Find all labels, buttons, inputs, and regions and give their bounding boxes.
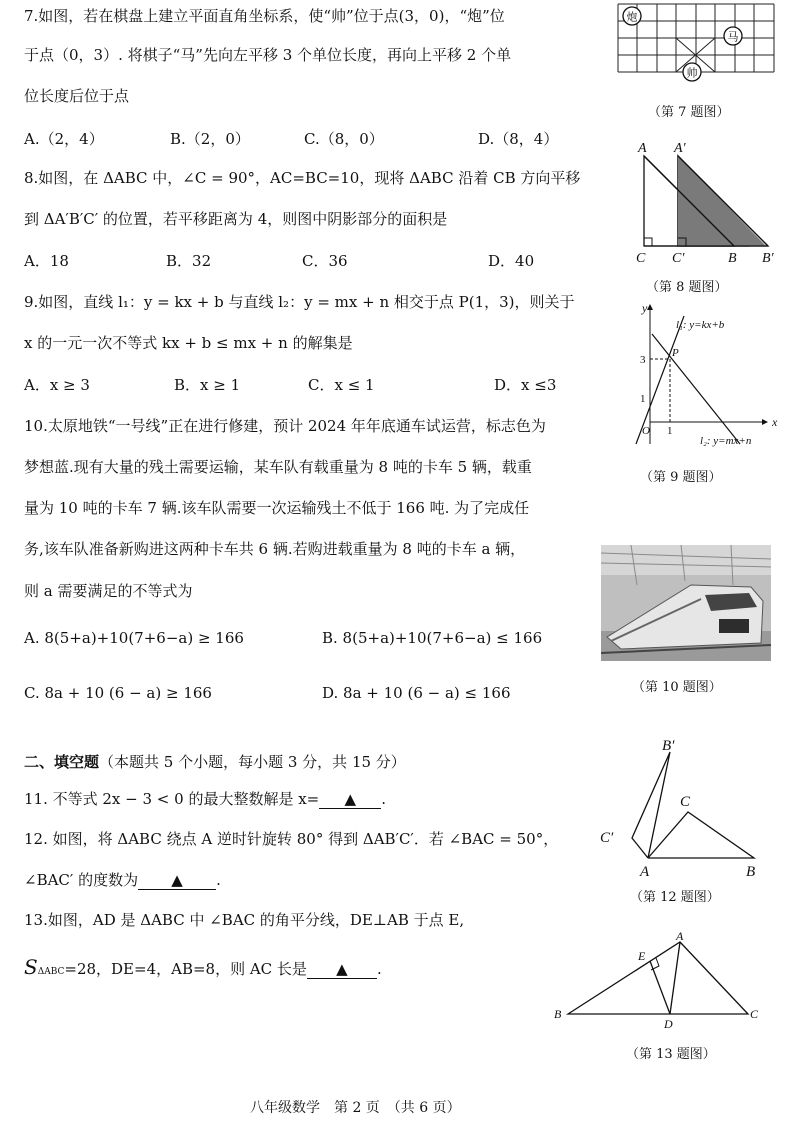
q12-label-a: A [640, 864, 650, 880]
q9-point-p: P [672, 347, 679, 359]
q9-line2: x 的一元一次不等式 kx + b ≤ mx + n 的解集是 [24, 334, 353, 352]
q9-tick-y3: 3 [640, 354, 646, 366]
q13-area-symbol: S [24, 955, 38, 979]
q13-text: =28，DE=4，AB=8，则 AC 长是 [64, 960, 307, 978]
q12-caption: （第 12 题图） [630, 890, 720, 905]
q7-ma-label: 马 [727, 31, 739, 44]
section-2-note: （本题共 5 个小题，每小题 3 分，共 15 分） [99, 753, 406, 771]
q8-line1: 8.如图，在 ΔABC 中，∠C = 90°，AC=BC=10，现将 ΔABC 沿着 CB 方向平移 [24, 169, 581, 187]
q7-option-a: A.（2，4） [24, 130, 104, 148]
q8-label-b: B [728, 251, 737, 266]
q8-option-a: A．18 [24, 252, 69, 270]
q12-label-c-prime: C′ [600, 830, 614, 846]
q8-label-a: A [638, 141, 647, 156]
q13-period: . [376, 960, 382, 978]
q12-rotation-figure [594, 734, 774, 882]
q8-label-b-prime: B′ [762, 251, 774, 266]
q10-line4: 务,该车队准备新购进这两种卡车共 6 辆.若购进载重量为 8 吨的卡车 a 辆， [24, 540, 526, 558]
q8-label-a-prime: A′ [674, 141, 686, 156]
q7-option-d: D.（8，4） [478, 130, 559, 148]
q7-caption: （第 7 题图） [648, 105, 730, 120]
q10-line1: 10.太原地铁“一号线”正在进行修建，预计 2024 年年底通车试运营，标志色为 [24, 417, 546, 435]
q13-label-a: A [676, 930, 684, 943]
q9-line-l1: l₁: y=kx+b [676, 319, 725, 331]
q8-label-c-prime: C′ [672, 251, 685, 266]
q10-option-c: C. 8a + 10 (6 − a) ≥ 166 [24, 684, 212, 702]
q10-option-d: D. 8a + 10 (6 − a) ≤ 166 [322, 684, 511, 702]
q12-line2 [24, 870, 221, 890]
q12-period: . [216, 871, 221, 889]
q13-area-subscript: ΔABC [37, 967, 65, 977]
q13-line2 [24, 957, 382, 982]
q7-chessboard-figure [612, 0, 784, 90]
q11-text: 11. 不等式 2x − 3 < 0 的最大整数解是 x= [24, 790, 320, 808]
q9-line-l2: l₂: y=mx+n [700, 435, 752, 447]
q11-answer-blank: ▲ [319, 790, 381, 809]
q9-line1: 9.如图，直线 l₁：y = kx + b 与直线 l₂：y = mx + n 相交于点 P(1，3)，则关于 [24, 293, 575, 311]
q13-bisector-figure [550, 930, 770, 1030]
q12-label-c: C [680, 794, 691, 810]
q7-option-b: B.（2，0） [170, 130, 250, 148]
q10-option-a: A. 8(5+a)+10(7+6−a) ≥ 166 [24, 629, 244, 647]
q13-line1: 13.如图，AD 是 ΔABC 中 ∠BAC 的角平分线，DE⊥AB 于点 E, [24, 911, 465, 929]
q12-text: ∠BAC′ 的度数为 [24, 871, 139, 889]
q8-line2: 到 ΔA′B′C′ 的位置，若平移距离为 4，则图中阴影部分的面积是 [24, 210, 448, 228]
q9-origin: O [642, 425, 650, 437]
q10-line3: 量为 10 吨的卡车 7 辆.该车队需要一次运输残土不低于 166 吨. 为了完成任 [24, 499, 530, 517]
q13-caption: （第 13 题图） [626, 1047, 716, 1062]
q8-label-c: C [636, 251, 646, 266]
q13-label-c: C [750, 1007, 759, 1021]
q9-tick-y1: 1 [640, 393, 646, 405]
q9-axis-x: x [772, 415, 778, 429]
q7-pao-label: 炮 [626, 11, 638, 24]
q9-axis-y: y [642, 301, 648, 315]
q13-label-b: B [554, 1007, 562, 1021]
q9-option-c: C．x ≤ 1 [308, 376, 375, 394]
q8-caption: （第 8 题图） [646, 280, 728, 295]
q8-option-d: D．40 [488, 252, 535, 270]
q10-caption: （第 10 题图） [632, 680, 722, 695]
q12-line1: 12. 如图，将 ΔABC 绕点 A 逆时针旋转 80° 得到 ΔAB′C′．若 ∠BAC = 50°， [24, 830, 559, 848]
section-2-title: 二、填空题 [24, 753, 100, 771]
q9-option-b: B．x ≥ 1 [174, 376, 241, 394]
q12-label-b: B [746, 864, 756, 880]
q10-option-b: B. 8(5+a)+10(7+6−a) ≤ 166 [322, 629, 543, 647]
q8-translation-figure [626, 136, 786, 268]
q9-option-a: A．x ≥ 3 [24, 376, 90, 394]
q7-line2: 于点（0，3）. 将棋子“马”先向左平移 3 个单位长度，再向上平移 2 个单 [24, 46, 512, 64]
q7-line3: 位长度后位于点 [24, 87, 130, 105]
q7-shuai-label: 帅 [686, 67, 698, 80]
q11-period: . [381, 790, 387, 808]
q7-line1: 7.如图，若在棋盘上建立平面直角坐标系，使“帅”位于点(3，0)，“炮”位 [24, 7, 505, 25]
q8-option-c: C．36 [302, 252, 348, 270]
q13-answer-blank: ▲ [307, 960, 377, 979]
q8-option-b: B．32 [166, 252, 212, 270]
q9-caption: （第 9 题图） [640, 470, 722, 485]
q10-line2: 梦想蓝.现有大量的残土需要运输，某车队有载重量为 8 吨的卡车 5 辆，载重 [24, 458, 532, 476]
section-2-heading [24, 752, 406, 772]
q13-label-d: D [664, 1017, 673, 1030]
q11-line [24, 789, 386, 809]
q9-linear-graph-figure [612, 298, 788, 454]
q10-line5: 则 a 需要满足的不等式为 [24, 582, 193, 600]
q13-label-e: E [638, 949, 646, 963]
q12-label-b-prime: B′ [662, 738, 675, 754]
q9-tick-x1: 1 [667, 425, 673, 437]
page-footer: 八年级数学 第 2 页 （共 6 页） [250, 1100, 461, 1116]
q10-subway-photo [601, 545, 771, 661]
q9-option-d: D．x ≤3 [494, 376, 557, 394]
q12-answer-blank: ▲ [138, 871, 216, 890]
q7-option-c: C.（8，0） [304, 130, 384, 148]
